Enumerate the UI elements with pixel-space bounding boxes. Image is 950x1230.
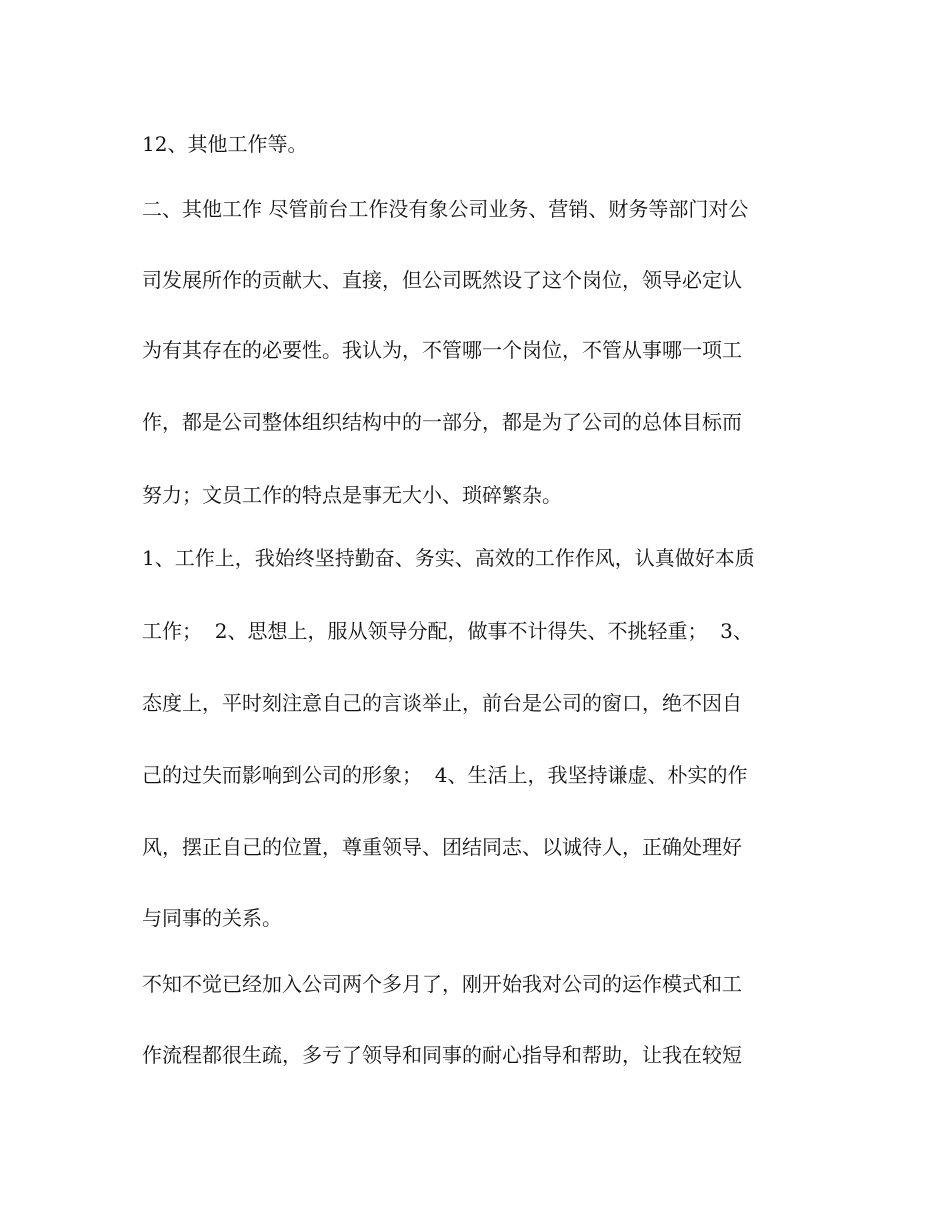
- text-line-10: 己的过失而影响到公司的形象； 4、生活上，我坚持谦虚、朴实的作: [142, 763, 748, 787]
- text-line-8: 工作； 2、思想上，服从领导分配，做事不计得失、不挑轻重； 3、: [142, 619, 753, 643]
- text-line-4: 为有其存在的必要性。我认为，不管哪一个岗位，不管从事哪一项工: [142, 338, 742, 362]
- text-line-6: 努力；文员工作的特点是事无大小、琐碎繁杂。: [142, 483, 562, 507]
- text-line-1: 12、其他工作等。: [142, 132, 308, 156]
- text-line-5: 作，都是公司整体组织结构中的一部分，都是为了公司的总体目标而: [142, 410, 742, 434]
- text-line-3: 司发展所作的贡献大、直接，但公司既然设了这个岗位，领导必定认: [142, 268, 742, 292]
- text-line-13: 不知不觉已经加入公司两个多月了，刚开始我对公司的运作模式和工: [142, 972, 742, 996]
- text-line-14: 作流程都很生疏，多亏了领导和同事的耐心指导和帮助，让我在较短: [142, 1043, 742, 1067]
- text-line-12: 与同事的关系。: [142, 906, 282, 930]
- text-line-11: 风，摆正自己的位置，尊重领导、团结同志、以诚待人，正确处理好: [142, 835, 742, 859]
- text-line-2: 二、其他工作 尽管前台工作没有象公司业务、营销、财务等部门对公: [142, 197, 749, 221]
- text-line-7: 1、工作上，我始终坚持勤奋、务实、高效的工作作风，认真做好本质: [142, 546, 755, 570]
- text-line-9: 态度上，平时刻注意自己的言谈举止，前台是公司的窗口，绝不因自: [142, 691, 742, 715]
